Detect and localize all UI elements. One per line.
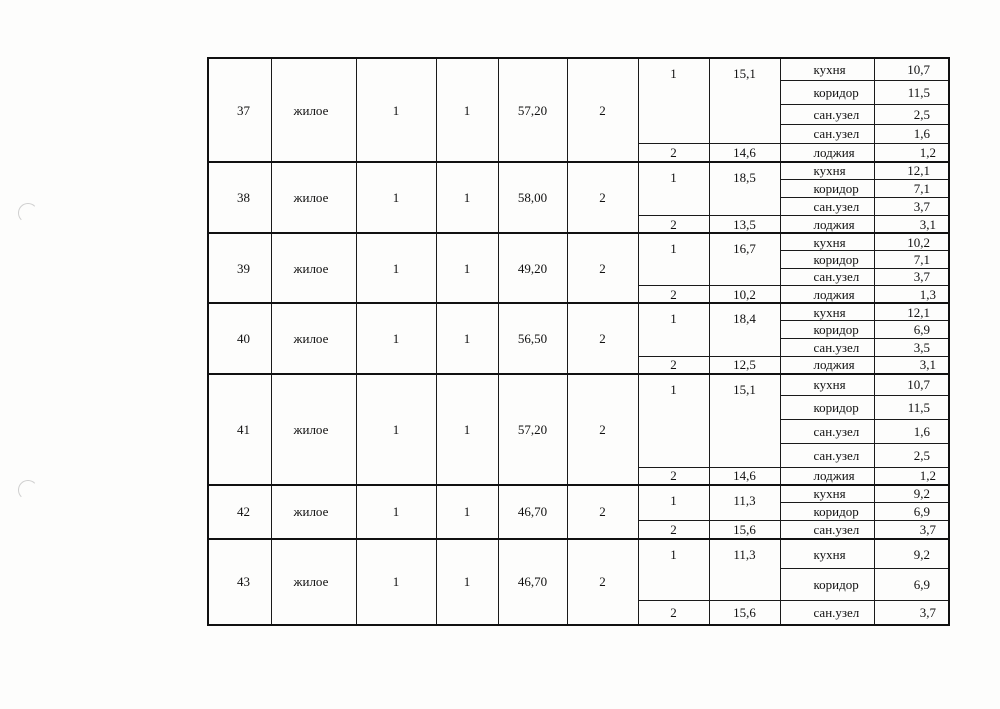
col4-value: 1: [436, 303, 498, 373]
total-area: 56,50: [498, 303, 567, 373]
living-room-area: 12,5: [709, 356, 780, 373]
apartment-number: 40: [208, 303, 271, 373]
aux-room-area: 10,2: [874, 233, 949, 250]
col4-value: 1: [436, 539, 498, 625]
living-room-area: 15,1: [709, 58, 780, 143]
aux-room-area: 3,5: [874, 338, 949, 356]
aux-room-name: сан.узел: [780, 124, 874, 143]
aux-room-name: кухня: [780, 374, 874, 396]
apartment-type: жилое: [271, 539, 356, 625]
aux-room-name: сан.узел: [780, 338, 874, 356]
aux-room-area: 2,5: [874, 444, 949, 468]
table-row: [208, 303, 949, 320]
col3-value: 1: [356, 233, 436, 303]
apartment-table: [207, 57, 950, 626]
aux-room-area: 3,1: [874, 356, 949, 373]
living-room-area: 11,3: [709, 485, 780, 521]
living-room-number: 2: [638, 521, 709, 539]
aux-room-area: 12,1: [874, 162, 949, 179]
aux-room-name: коридор: [780, 569, 874, 601]
table-row: [208, 374, 949, 396]
apartment-type: жилое: [271, 233, 356, 303]
col4-value: 1: [436, 485, 498, 539]
room-count: 2: [567, 58, 638, 162]
aux-room-area: 1,2: [874, 143, 949, 162]
apartment-group: [208, 374, 949, 485]
aux-room-area: 10,7: [874, 58, 949, 80]
living-room-area: 14,6: [709, 468, 780, 485]
aux-room-name: сан.узел: [780, 521, 874, 539]
table-row: [208, 485, 949, 503]
aux-room-name: коридор: [780, 503, 874, 521]
aux-room-area: 7,1: [874, 250, 949, 268]
living-room-number: 2: [638, 468, 709, 485]
aux-room-area: 3,1: [874, 215, 949, 233]
aux-room-area: 3,7: [874, 268, 949, 285]
aux-room-name: сан.узел: [780, 420, 874, 444]
living-room-area: 15,6: [709, 521, 780, 539]
living-room-area: 11,3: [709, 539, 780, 601]
table-row: [208, 233, 949, 250]
punch-hole-icon: [18, 203, 38, 223]
living-room-area: 16,7: [709, 233, 780, 285]
aux-room-area: 9,2: [874, 485, 949, 503]
col3-value: 1: [356, 58, 436, 162]
apartment-type: жилое: [271, 485, 356, 539]
col3-value: 1: [356, 374, 436, 485]
aux-room-area: 1,6: [874, 124, 949, 143]
total-area: 46,70: [498, 539, 567, 625]
living-room-number: 1: [638, 58, 709, 143]
living-room-area: 10,2: [709, 285, 780, 303]
aux-room-name: кухня: [780, 303, 874, 320]
col3-value: 1: [356, 485, 436, 539]
aux-room-name: лоджия: [780, 285, 874, 303]
apartment-group: [208, 233, 949, 303]
aux-room-name: сан.узел: [780, 268, 874, 285]
table-row: [208, 58, 949, 80]
living-room-number: 1: [638, 374, 709, 468]
living-room-area: 18,5: [709, 162, 780, 215]
aux-room-name: кухня: [780, 233, 874, 250]
aux-room-name: коридор: [780, 179, 874, 197]
aux-room-area: 9,2: [874, 539, 949, 569]
table-row: [208, 162, 949, 179]
aux-room-name: лоджия: [780, 143, 874, 162]
aux-room-area: 6,9: [874, 503, 949, 521]
apartment-group: [208, 58, 949, 162]
aux-room-area: 11,5: [874, 396, 949, 420]
aux-room-name: коридор: [780, 80, 874, 104]
aux-room-area: 2,5: [874, 104, 949, 124]
total-area: 49,20: [498, 233, 567, 303]
aux-room-area: 12,1: [874, 303, 949, 320]
col4-value: 1: [436, 58, 498, 162]
apartment-group: [208, 303, 949, 373]
apartment-group: [208, 485, 949, 539]
total-area: 57,20: [498, 374, 567, 485]
aux-room-name: сан.узел: [780, 104, 874, 124]
apartment-group: [208, 539, 949, 625]
apartment-number: 42: [208, 485, 271, 539]
aux-room-name: коридор: [780, 250, 874, 268]
col3-value: 1: [356, 539, 436, 625]
col4-value: 1: [436, 374, 498, 485]
total-area: 57,20: [498, 58, 567, 162]
living-room-area: 15,6: [709, 601, 780, 625]
apartment-number: 37: [208, 58, 271, 162]
punch-hole-icon: [18, 480, 38, 500]
aux-room-name: сан.узел: [780, 601, 874, 625]
aux-room-area: 3,7: [874, 521, 949, 539]
aux-room-name: кухня: [780, 539, 874, 569]
living-room-area: 14,6: [709, 143, 780, 162]
col3-value: 1: [356, 303, 436, 373]
apartment-number: 41: [208, 374, 271, 485]
apartment-number: 43: [208, 539, 271, 625]
aux-room-area: 7,1: [874, 179, 949, 197]
col3-value: 1: [356, 162, 436, 233]
aux-room-name: лоджия: [780, 468, 874, 485]
room-count: 2: [567, 374, 638, 485]
table-row: [208, 539, 949, 569]
aux-room-area: 6,9: [874, 320, 949, 338]
living-room-area: 18,4: [709, 303, 780, 356]
total-area: 46,70: [498, 485, 567, 539]
living-room-number: 2: [638, 215, 709, 233]
col4-value: 1: [436, 233, 498, 303]
living-room-number: 1: [638, 485, 709, 521]
total-area: 58,00: [498, 162, 567, 233]
aux-room-area: 1,2: [874, 468, 949, 485]
aux-room-name: сан.узел: [780, 444, 874, 468]
room-count: 2: [567, 485, 638, 539]
aux-room-name: лоджия: [780, 215, 874, 233]
aux-room-name: сан.узел: [780, 197, 874, 215]
aux-room-name: коридор: [780, 320, 874, 338]
apartment-number: 38: [208, 162, 271, 233]
living-room-number: 1: [638, 162, 709, 215]
aux-room-name: кухня: [780, 58, 874, 80]
aux-room-name: лоджия: [780, 356, 874, 373]
aux-room-area: 3,7: [874, 601, 949, 625]
aux-room-name: кухня: [780, 162, 874, 179]
aux-room-area: 6,9: [874, 569, 949, 601]
room-count: 2: [567, 162, 638, 233]
living-room-number: 2: [638, 143, 709, 162]
apartment-type: жилое: [271, 58, 356, 162]
room-count: 2: [567, 233, 638, 303]
living-room-number: 2: [638, 356, 709, 373]
living-room-area: 15,1: [709, 374, 780, 468]
apartment-group: [208, 162, 949, 233]
apartment-number: 39: [208, 233, 271, 303]
apartment-type: жилое: [271, 374, 356, 485]
aux-room-name: коридор: [780, 396, 874, 420]
living-room-number: 2: [638, 285, 709, 303]
living-room-area: 13,5: [709, 215, 780, 233]
aux-room-area: 3,7: [874, 197, 949, 215]
aux-room-area: 1,6: [874, 420, 949, 444]
apartment-type: жилое: [271, 162, 356, 233]
aux-room-area: 10,7: [874, 374, 949, 396]
aux-room-area: 1,3: [874, 285, 949, 303]
aux-room-area: 11,5: [874, 80, 949, 104]
living-room-number: 1: [638, 303, 709, 356]
living-room-number: 1: [638, 539, 709, 601]
room-count: 2: [567, 303, 638, 373]
col4-value: 1: [436, 162, 498, 233]
living-room-number: 1: [638, 233, 709, 285]
apartment-type: жилое: [271, 303, 356, 373]
aux-room-name: кухня: [780, 485, 874, 503]
living-room-number: 2: [638, 601, 709, 625]
room-count: 2: [567, 539, 638, 625]
